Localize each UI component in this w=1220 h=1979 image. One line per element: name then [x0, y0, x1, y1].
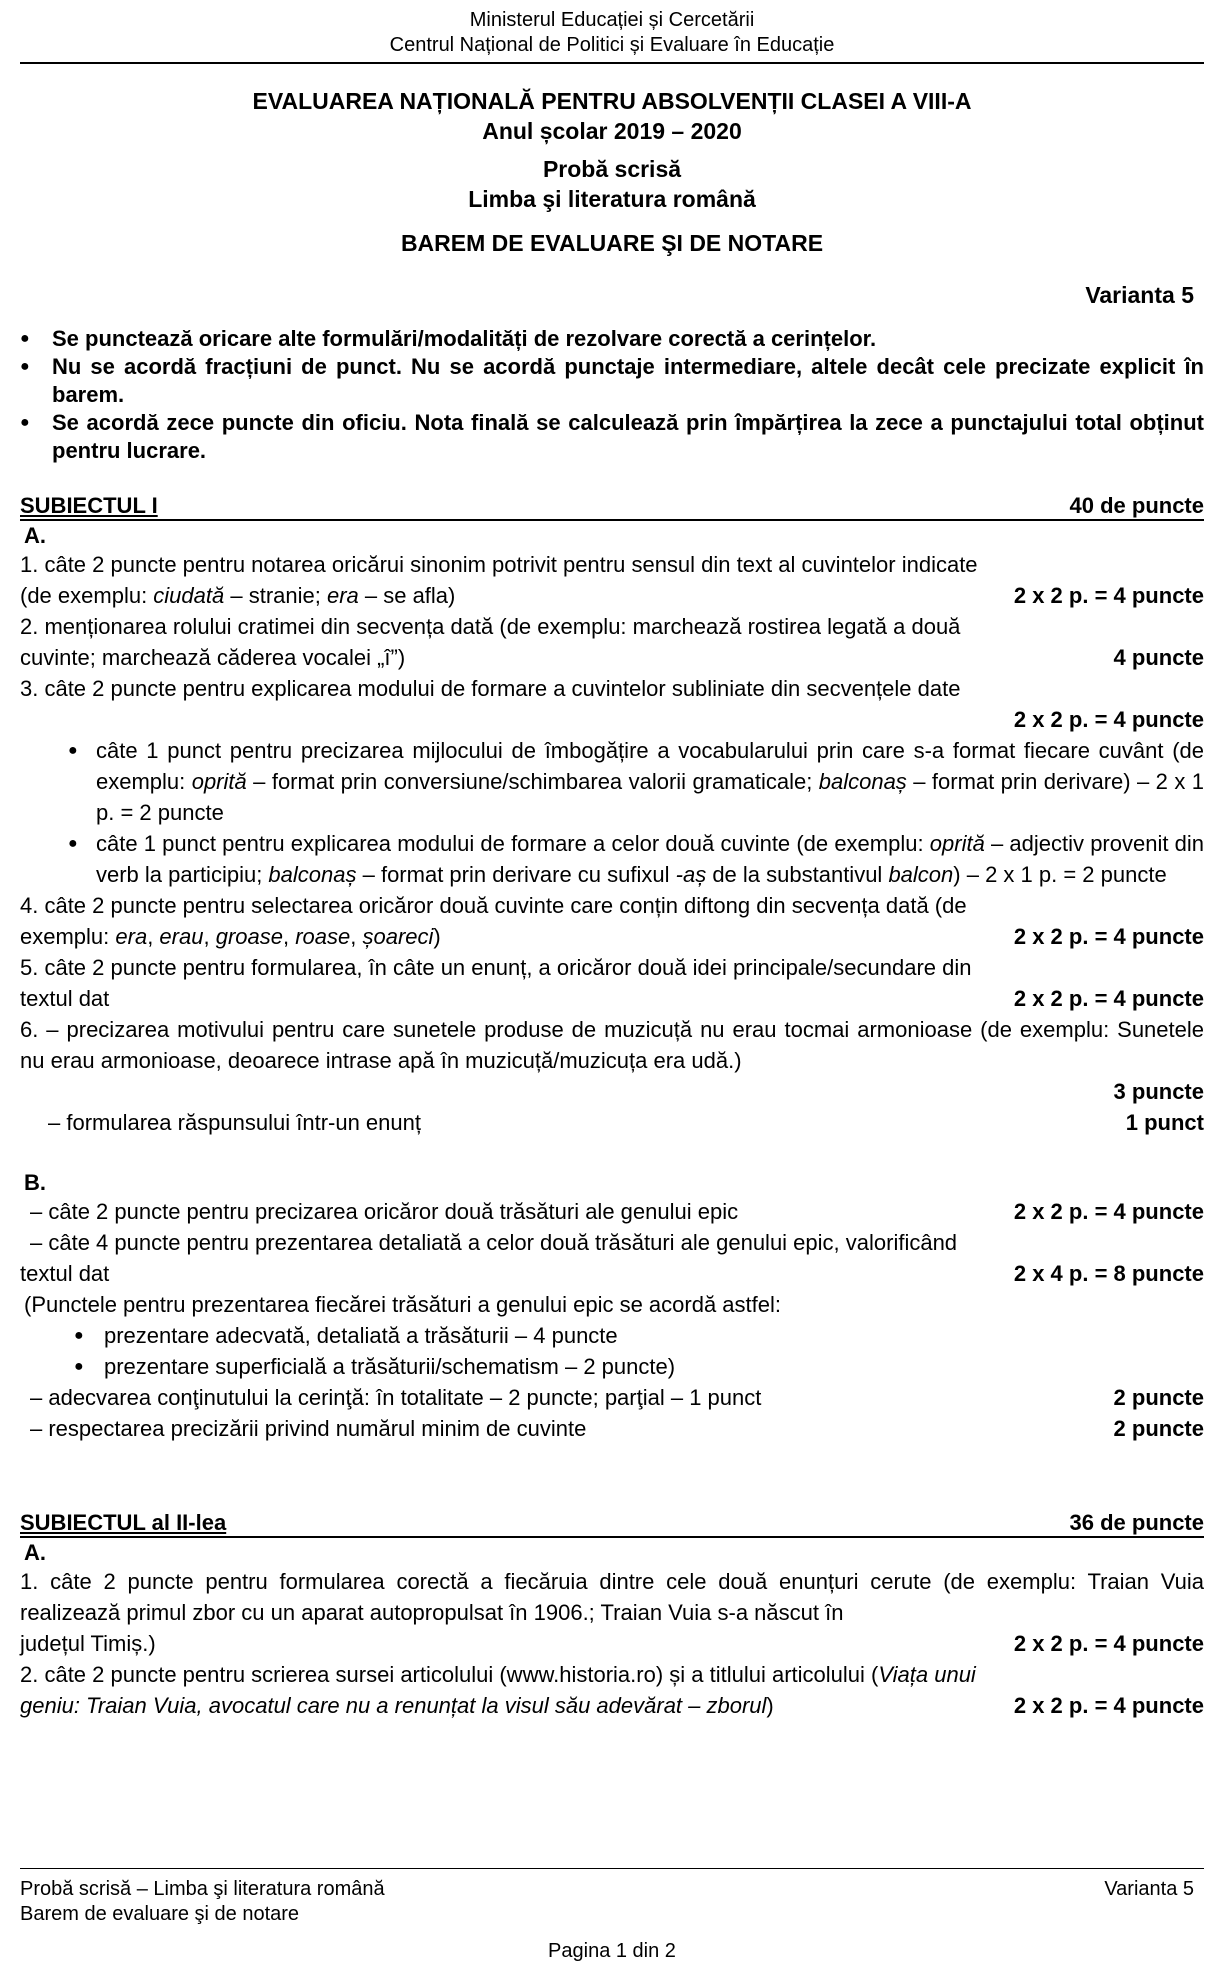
ministry-header: [20, 0, 1204, 58]
item-3-bullet-1: ● câte 1 punct pentru precizarea mijlocului de îmbogățire a vocabularului prin care s-a format fiecare cuvânt (de exemplu: oprită – format prin conversiune/schimbarea valorii gramaticale; balconaș – format prin derivare) – 2 x 1 p. = 2 puncte: [20, 735, 1204, 828]
item-4-points: 2 x 2 p. = 4 puncte: [1013, 924, 1204, 949]
section-1-part-b: B.: [24, 1170, 46, 1195]
item-3-points: 2 x 2 p. = 4 puncte: [1013, 707, 1204, 732]
section-1-header: [20, 493, 1204, 521]
item-3-line-1: 3. câte 2 puncte pentru explicarea modului de formare a cuvintelor subliniate din secvențele date: [20, 676, 961, 701]
section-1-title: SUBIECTUL I: [20, 493, 158, 518]
item-6-line-1: 6. – precizarea motivului pentru care sunetele produse de muzicuță nu erau tocmai armonioase (de exemplu: Sunetele nu erau armonioase, deoarece intrase apă în muzicuță/muzicuța era udă.): [20, 1017, 1204, 1073]
part-b-line-5: – respectarea precizării privind numărul minim de cuvinte 2 puncte: [20, 1413, 1204, 1444]
exam-type: Probă scrisă: [542, 156, 682, 182]
header-divider: [20, 62, 1204, 64]
item-5-line-2: textul dat 2 x 2 p. = 4 puncte: [20, 983, 1204, 1014]
page-number: Pagina 1 din 2: [548, 1940, 676, 1962]
school-year: Anul școlar 2019 – 2020: [482, 118, 742, 144]
s2-item-2-points: 2 x 2 p. = 4 puncte: [1013, 1693, 1204, 1718]
section-1-points: 40 de puncte: [1069, 493, 1204, 518]
general-rules: [20, 325, 1204, 465]
s2-item-1-line-2: județul Timiș.) 2 x 2 p. = 4 puncte: [20, 1628, 1204, 1659]
part-b-line-3: textul dat 2 x 4 p. = 8 puncte: [20, 1258, 1204, 1289]
rule-item: ● Se punctează oricare alte formulări/modalități de rezolvare corectă a cerințelor.: [20, 325, 1204, 353]
exam-title: EVALUAREA NAȚIONALĂ PENTRU ABSOLVENȚII CLASEI A VIII-A: [252, 88, 972, 114]
section-2-part-a: A.: [24, 1540, 46, 1565]
footer-exam: Probă scrisă – Limba şi literatura română: [20, 1878, 385, 1900]
footer-doc-type: Barem de evaluare şi de notare: [20, 1903, 300, 1925]
item-6-points-a: 3 puncte: [1113, 1079, 1204, 1104]
item-2-points: 4 puncte: [1113, 645, 1204, 670]
variant-label: Varianta 5: [1085, 282, 1194, 308]
s2-item-1-points: 2 x 2 p. = 4 puncte: [1013, 1631, 1204, 1656]
item-1-example: (de exemplu: ciudată – stranie; era – se afla): [20, 583, 456, 608]
part-b-points-1: 2 x 2 p. = 4 puncte: [1013, 1199, 1204, 1224]
item-3-bullet-2: ● câte 1 punct pentru explicarea modului de formare a celor două cuvinte (de exemplu: oprită – adjectiv provenit din verb la participiu; balconaș – format prin derivare cu sufixul -aș de la substantivul balcon) – 2 x 1 p. = 2 puncte: [20, 828, 1204, 890]
item-6-points-b: 1 punct: [1125, 1110, 1204, 1135]
item-1-line-2: [20, 580, 1204, 611]
part-b-note: (Punctele pentru prezentarea fiecărei trăsături a genului epic se acordă astfel:: [24, 1292, 781, 1317]
item-5-line-1: 5. câte 2 puncte pentru formularea, în câte un enunț, a oricăror două idei principale/secundare din: [20, 955, 972, 980]
item-2-line-2: cuvinte; marchează căderea vocalei „î”) 4 puncte: [20, 642, 1204, 673]
item-1-line-1: 1. câte 2 puncte pentru notarea oricărui sinonim potrivit pentru sensul din text al cuvintelor indicate: [20, 552, 978, 577]
ministry-name: Ministerul Educației și Cercetării: [469, 9, 755, 31]
item-4-line-1: 4. câte 2 puncte pentru selectarea oricăror două cuvinte care conțin diftong din secvența dată (de: [20, 893, 967, 918]
rule-item: ● Nu se acordă fracțiuni de punct. Nu se acordă punctaje intermediare, altele decât cele precizate explicit în barem.: [20, 353, 1204, 409]
part-b-points-3: 2 puncte: [1113, 1385, 1204, 1410]
item-2-line-1: 2. menționarea rolului cratimei din secvența dată (de exemplu: marchează rostirea legată a două: [20, 614, 961, 639]
part-b-note-item: ● prezentare superficială a trăsăturii/schematism – 2 puncte): [20, 1351, 1204, 1382]
part-b-points-4: 2 puncte: [1113, 1416, 1204, 1441]
subject-name: Limba şi literatura română: [468, 186, 756, 212]
center-name: Centrul Național de Politici și Evaluare în Educație: [389, 34, 835, 56]
item-4-line-2: [20, 921, 1204, 952]
s2-item-2-line-1: 2. câte 2 puncte pentru scrierea sursei articolului (www.historia.ro) și a titlului articolului (Viața unui: [20, 1662, 976, 1687]
document-page: [20, 0, 1204, 1979]
s2-item-2-line-2: geniu: Traian Vuia, avocatul care nu a renunțat la visul său adevărat – zborul) 2 x 2 p. = 4 puncte: [20, 1690, 1204, 1721]
part-b-line-2: – câte 4 puncte pentru prezentarea detaliată a celor două trăsături ale genului epic, valorificând: [30, 1230, 958, 1255]
section-2-header: [20, 1510, 1204, 1538]
section-2-points: 36 de puncte: [1069, 1510, 1204, 1535]
section-1-part-a: A.: [24, 523, 46, 548]
page-footer: [20, 1868, 1204, 1964]
part-b-note-item: ● prezentare adecvată, detaliată a trăsăturii – 4 puncte: [20, 1320, 1204, 1351]
item-4-example: exemplu: era, erau, groase, roase, șoareci): [20, 924, 441, 949]
item-1-points: 2 x 2 p. = 4 puncte: [1013, 583, 1204, 608]
item-5-points: 2 x 2 p. = 4 puncte: [1013, 986, 1204, 1011]
footer-variant: Varianta 5: [1104, 1878, 1194, 1900]
section-2-title: SUBIECTUL al II-lea: [20, 1510, 227, 1535]
s2-item-1-line-1: 1. câte 2 puncte pentru formularea corectă a fiecăruia dintre cele două enunțuri cerute (de exemplu: Traian Vuia realizează primul zbor cu un aparat autopropulsat în 1906.; Traian Vuia s-a născut în: [20, 1569, 1204, 1625]
part-b-line-1: – câte 2 puncte pentru precizarea oricăror două trăsături ale genului epic 2 x 2 p. = 4 puncte: [20, 1196, 1204, 1227]
item-6-line-2: – formularea răspunsului într-un enunț 1 punct: [20, 1107, 1204, 1138]
part-b-line-4: – adecvarea conţinutului la cerinţă: în totalitate – 2 puncte; parţial – 1 punct 2 puncte: [20, 1382, 1204, 1413]
part-b-points-2: 2 x 4 p. = 8 puncte: [1013, 1261, 1204, 1286]
rule-item: ● Se acordă zece puncte din oficiu. Nota finală se calculează prin împărțirea la zece a punctajului total obținut pentru lucrare.: [20, 409, 1204, 465]
barem-title: BAREM DE EVALUARE ŞI DE NOTARE: [400, 230, 824, 256]
